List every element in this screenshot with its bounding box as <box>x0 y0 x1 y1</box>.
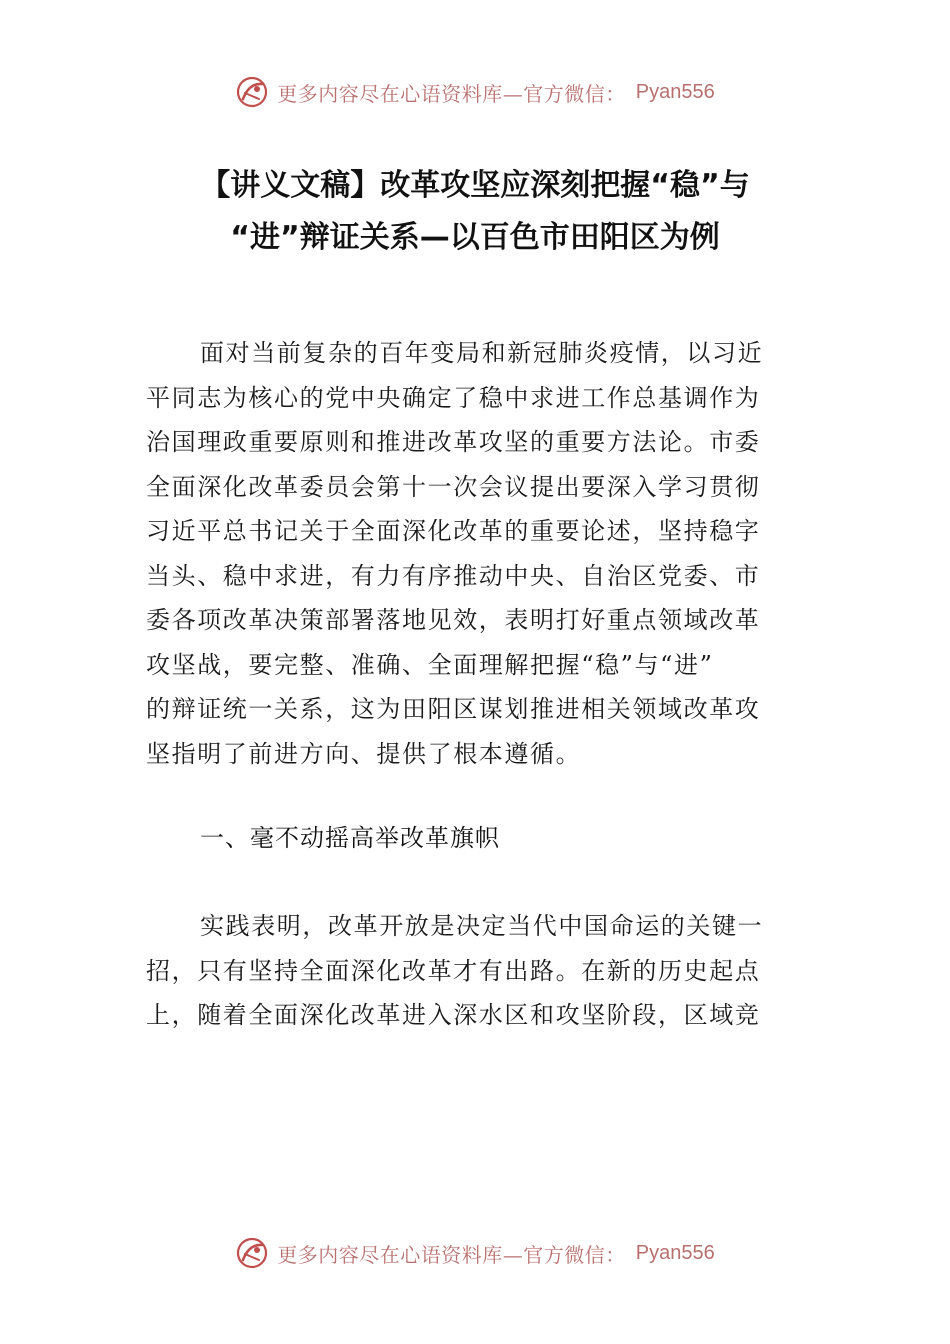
brand-logo-icon <box>235 1236 269 1270</box>
paragraph-line: 上，随着全面深化改革进入深水区和攻坚阶段，区域竞 <box>146 1001 761 1029</box>
watermark-text: 更多内容尽在心语资料库—官方微信： <box>277 81 626 106</box>
paragraph-line: 治国理政重要原则和推进改革攻坚的重要方法论。市委 <box>146 428 761 456</box>
paragraph-line: 习近平总书记关于全面深化改革的重要论述，坚持稳字 <box>146 517 761 545</box>
brand-logo-icon <box>235 75 269 109</box>
paragraph-line: 平同志为核心的党中央确定了稳中求进工作总基调作为 <box>146 383 761 412</box>
paragraph-line: 的辩证统一关系，这为田阳区谋划推进相关领域改革攻 <box>146 695 761 723</box>
footer-watermark <box>0 1233 950 1273</box>
section-heading-1: 一、毫不动摇高举改革旗帜 <box>200 824 500 852</box>
title-line-2: “进”辩证关系—以百色市田阳区为例 <box>230 220 720 255</box>
paragraph-line: 当头、稳中求进，有力有序推动中央、自治区党委、市 <box>146 561 761 590</box>
title-line-1: 【讲义文稿】改革攻坚应深刻把握“稳”与 <box>200 168 750 203</box>
watermark-wechat-id: Pyan556 <box>635 80 715 103</box>
watermark-wechat-id: Pyan556 <box>635 1241 715 1264</box>
document-title <box>130 160 820 264</box>
paragraph-line: 实践表明，改革开放是决定当代中国命运的关键一 <box>200 912 764 940</box>
paragraph-line: 全面深化改革委员会第十一次会议提出要深入学习贯彻 <box>146 472 761 501</box>
paragraph-intro <box>146 331 806 776</box>
paragraph-section-1 <box>146 904 806 1038</box>
header-watermark <box>0 72 950 112</box>
paragraph-line: 坚指明了前进方向、提供了根本遵循。 <box>146 739 582 768</box>
paragraph-line: 委各项改革决策部署落地见效，表明打好重点领域改革 <box>146 606 761 634</box>
paragraph-line: 面对当前复杂的百年变局和新冠肺炎疫情，以习近 <box>200 339 764 367</box>
watermark-text: 更多内容尽在心语资料库—官方微信： <box>277 1242 626 1267</box>
paragraph-line: 招，只有坚持全面深化改革才有出路。在新的历史起点 <box>146 956 761 985</box>
paragraph-line: 攻坚战，要完整、准确、全面理解把握“稳”与“进” <box>146 650 714 679</box>
